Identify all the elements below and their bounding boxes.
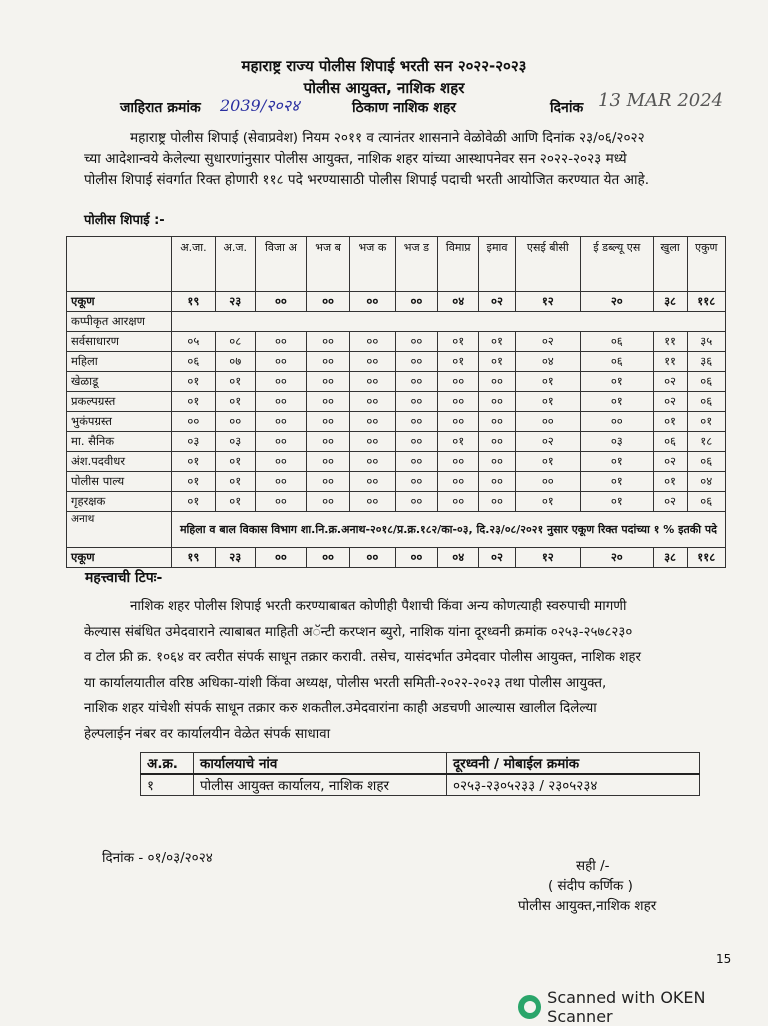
table-cell: ०५ bbox=[172, 332, 216, 352]
date-label: दिनांक bbox=[550, 100, 584, 116]
table-cell: ११८ bbox=[687, 548, 726, 568]
table-cell: ०० bbox=[479, 452, 515, 472]
helpline-header-row bbox=[141, 753, 700, 775]
table-cell: ०० bbox=[581, 412, 654, 432]
table-cell: ०१ bbox=[515, 492, 580, 512]
scanner-text: Scanned with OKEN Scanner bbox=[547, 988, 706, 1026]
table-cell: १२ bbox=[515, 292, 580, 312]
table-cell: १९ bbox=[172, 292, 216, 312]
table-cell: ०० bbox=[349, 432, 395, 452]
row-label: खेळाडू bbox=[67, 372, 172, 392]
signatory-name: ( संदीप कर्णिक ) bbox=[548, 878, 633, 894]
row-label: अंश.पदवीधर bbox=[67, 452, 172, 472]
row-label: महिला bbox=[67, 352, 172, 372]
table-cell: ०२ bbox=[653, 392, 687, 412]
table-cell: ०० bbox=[479, 392, 515, 412]
table-cell: ०० bbox=[215, 412, 255, 432]
table-cell: ०१ bbox=[479, 352, 515, 372]
table-cell: ०३ bbox=[581, 432, 654, 452]
table-cell: ०१ bbox=[215, 392, 255, 412]
table-cell: ०० bbox=[307, 412, 350, 432]
column-header: खुला bbox=[653, 237, 687, 292]
intro-line: महाराष्ट्र पोलीस शिपाई (सेवाप्रवेश) नियम २०११ व त्यानंतर शासनाने वेळोवेळी आणि दिनांक २३/०६/२०२२ bbox=[130, 130, 645, 146]
table-cell: ०० bbox=[479, 432, 515, 452]
helpline-header: कार्यालयाचे नांव bbox=[194, 753, 447, 775]
table-cell: ०१ bbox=[515, 392, 580, 412]
tips-line: व टोल फ्री क्र. १०६४ वर त्वरीत संपर्क साधून तक्रार करावी. तसेच, यासंदर्भात उमेदवार पोलीस आयुक्त, नाशिक शहर bbox=[84, 650, 642, 665]
table-cell: ०६ bbox=[687, 492, 726, 512]
table-cell: ०० bbox=[307, 332, 350, 352]
table-cell: ०१ bbox=[172, 392, 216, 412]
table-cell: ११ bbox=[653, 352, 687, 372]
table-cell: ०० bbox=[255, 332, 306, 352]
table-cell: २० bbox=[581, 292, 654, 312]
table-cell: ०० bbox=[438, 392, 479, 412]
table-cell: १८ bbox=[687, 432, 726, 452]
helpline-table bbox=[140, 752, 700, 796]
table-cell: ०१ bbox=[581, 392, 654, 412]
intro-line: च्या आदेशान्वये केलेल्या सुधारणांनुसार पोलीस आयुक्त, नाशिक शहर यांच्या आस्थापनेवर सन २०२२-२०२३ मध्ये bbox=[84, 151, 627, 167]
tips-heading: महत्त्वाची टिपः- bbox=[85, 570, 163, 586]
table-cell: ०६ bbox=[581, 332, 654, 352]
table-cell: ०० bbox=[395, 412, 437, 432]
table-cell: ०२ bbox=[653, 372, 687, 392]
table-cell: ०० bbox=[349, 392, 395, 412]
table-cell: ०१ bbox=[172, 452, 216, 472]
table-cell: २० bbox=[581, 548, 654, 568]
table-cell: ०० bbox=[307, 492, 350, 512]
table-cell: ०० bbox=[479, 492, 515, 512]
table-cell: ३८ bbox=[653, 292, 687, 312]
table-cell: ०६ bbox=[581, 352, 654, 372]
table-cell: ०० bbox=[255, 472, 306, 492]
table-cell: ०० bbox=[307, 372, 350, 392]
column-header: अ.जा. bbox=[172, 237, 216, 292]
table-cell: ०० bbox=[349, 372, 395, 392]
table-cell: ०१ bbox=[438, 432, 479, 452]
table-cell: ०३ bbox=[172, 432, 216, 452]
column-header: भज ड bbox=[395, 237, 437, 292]
table-cell: २३ bbox=[215, 292, 255, 312]
table-cell: २३ bbox=[215, 548, 255, 568]
row-label: सर्वसाधारण bbox=[67, 332, 172, 352]
table-cell: ०० bbox=[255, 412, 306, 432]
table-cell: ०० bbox=[255, 548, 306, 568]
table-cell: ०७ bbox=[215, 352, 255, 372]
table-cell: ०३ bbox=[215, 432, 255, 452]
table-cell: ०८ bbox=[215, 332, 255, 352]
column-header-blank bbox=[67, 237, 172, 292]
table-cell: ०६ bbox=[172, 352, 216, 372]
table-cell: ०० bbox=[395, 492, 437, 512]
table-cell: ०४ bbox=[515, 352, 580, 372]
table-cell: ०६ bbox=[687, 452, 726, 472]
tips-line: नाशिक शहर यांचेशी संपर्क साधून तक्रार करु शकतील.उमेदवारांना काही अडचणी आल्यास खालील दिलेल्या bbox=[84, 701, 597, 716]
table-cell: ०० bbox=[395, 332, 437, 352]
table-cell: ११८ bbox=[687, 292, 726, 312]
table-row bbox=[67, 392, 726, 412]
table-cell: ०० bbox=[438, 472, 479, 492]
row-label: एकूण bbox=[67, 548, 172, 568]
table-cell: ०१ bbox=[172, 492, 216, 512]
table-cell: ०० bbox=[307, 548, 350, 568]
table-cell: ०० bbox=[438, 372, 479, 392]
table-cell: ०० bbox=[395, 452, 437, 472]
table-cell: ०० bbox=[479, 412, 515, 432]
table-cell: ०१ bbox=[581, 472, 654, 492]
table-cell: ३५ bbox=[687, 332, 726, 352]
table-cell: ०० bbox=[307, 352, 350, 372]
header-title: महाराष्ट्र राज्य पोलीस शिपाई भरती सन २०२२-२०२३ bbox=[241, 57, 527, 75]
table-cell: ०० bbox=[349, 352, 395, 372]
table-cell: ०० bbox=[255, 352, 306, 372]
table-row bbox=[67, 332, 726, 352]
table-cell: १२ bbox=[515, 548, 580, 568]
table-cell: ०१ bbox=[479, 332, 515, 352]
table-cell: ०१ bbox=[215, 492, 255, 512]
tips-line: नाशिक शहर पोलीस शिपाई भरती करण्याबाबत कोणीही पैशाची किंवा अन्य कोणत्याही स्वरुपाची मागणी bbox=[130, 599, 627, 614]
table-cell: १९ bbox=[172, 548, 216, 568]
table-cell: ०० bbox=[395, 352, 437, 372]
column-header: एसई बीसी bbox=[515, 237, 580, 292]
column-header: ई डब्ल्यू एस bbox=[581, 237, 654, 292]
table-cell: ०० bbox=[255, 292, 306, 312]
table-cell: ०२ bbox=[653, 452, 687, 472]
total-row bbox=[67, 292, 726, 312]
table-cell: ०० bbox=[307, 392, 350, 412]
table-cell: ०१ bbox=[515, 452, 580, 472]
table-cell: ०० bbox=[395, 392, 437, 412]
date-stamp: 13 MAR 2024 bbox=[598, 90, 724, 111]
helpline-cell: १ bbox=[141, 774, 194, 796]
column-header: भज क bbox=[349, 237, 395, 292]
table-cell: ०२ bbox=[479, 292, 515, 312]
signature-mark: सही /- bbox=[576, 858, 610, 874]
helpline-header: दूरध्वनी / मोबाईल क्रमांक bbox=[447, 753, 700, 775]
signatory-designation: पोलीस आयुक्त,नाशिक शहर bbox=[518, 898, 657, 914]
table-cell: ०० bbox=[479, 472, 515, 492]
header-subtitle: पोलीस आयुक्त, नाशिक शहर bbox=[303, 79, 465, 97]
ad-label: जाहिरात क्रमांक bbox=[120, 100, 201, 116]
table-cell: ०० bbox=[307, 472, 350, 492]
tips-line: हेल्पलाईन नंबर वर कार्यालयीन वेळेत संपर्क साधावा bbox=[84, 726, 331, 742]
table-cell: ०४ bbox=[687, 472, 726, 492]
place-label: ठिकाण नाशिक शहर bbox=[352, 100, 456, 116]
column-header: विजा अ bbox=[255, 237, 306, 292]
tips-line: या कार्यालयातील वरिष्ठ अधिका-यांशी किंवा अध्यक्ष, पोलीस भरती समिती-२०२२-२०२३ तथा पोलीस आयुक्त, bbox=[84, 675, 607, 691]
table-cell: ०० bbox=[395, 292, 437, 312]
tips-line: केल्यास संबंधित उमेदवाराने त्याबाबत माहिती अॅन्टी करप्शन ब्युरो, नाशिक यांना दूरध्वनी क्रमांक ०२५३-२५७८२३० bbox=[84, 624, 633, 640]
table-cell: ०४ bbox=[438, 548, 479, 568]
table-cell: ०१ bbox=[172, 372, 216, 392]
table-cell: ०१ bbox=[215, 472, 255, 492]
table-cell-blank bbox=[172, 312, 726, 332]
reserve-rows bbox=[67, 332, 726, 512]
column-header: अ.ज. bbox=[215, 237, 255, 292]
table-cell: ०४ bbox=[438, 292, 479, 312]
row-label: पोलीस पाल्य bbox=[67, 472, 172, 492]
table-cell: ०१ bbox=[653, 412, 687, 432]
table-cell: ०० bbox=[438, 412, 479, 432]
table-cell: ३८ bbox=[653, 548, 687, 568]
table-cell: ०० bbox=[255, 452, 306, 472]
helpline-header: अ.क्र. bbox=[141, 753, 194, 775]
table-cell: ०१ bbox=[687, 412, 726, 432]
table-cell: ०१ bbox=[215, 372, 255, 392]
table-row bbox=[67, 492, 726, 512]
table-cell: ०० bbox=[307, 292, 350, 312]
table-cell: ०६ bbox=[687, 392, 726, 412]
table-cell: ०० bbox=[307, 432, 350, 452]
table-cell: ०० bbox=[395, 432, 437, 452]
scanner-logo-icon bbox=[518, 995, 541, 1019]
intro-line: पोलीस शिपाई संवर्गात रिक्त होणारी ११८ पदे भरण्यासाठी पोलीस शिपाई पदाची भरती आयोजित करण्यात येत आहे. bbox=[84, 172, 650, 188]
table-cell: ०० bbox=[438, 452, 479, 472]
table-cell: ०० bbox=[479, 372, 515, 392]
table-cell: ०२ bbox=[515, 432, 580, 452]
intro-paragraph bbox=[84, 128, 724, 191]
helpline-cell: पोलीस आयुक्त कार्यालय, नाशिक शहर bbox=[194, 774, 447, 796]
orphan-note: महिला व बाल विकास विभाग शा.नि.क्र.अनाथ-२०१८/प्र.क्र.१८२/का-०३, दि.२३/०८/२०२१ नुसार एकूण रिक्त पदांच्या १ % इतकी पदे bbox=[172, 512, 726, 548]
table-cell: ०० bbox=[307, 452, 350, 472]
orphan-row bbox=[67, 512, 726, 548]
column-header: विमाप्र bbox=[438, 237, 479, 292]
row-label: भुकंपग्रस्त bbox=[67, 412, 172, 432]
table-cell: ०१ bbox=[581, 452, 654, 472]
column-header: एकुण bbox=[687, 237, 726, 292]
footer-date: दिनांक - ०१/०३/२०२४ bbox=[102, 850, 213, 866]
table-row bbox=[67, 372, 726, 392]
tips-paragraph bbox=[84, 594, 732, 747]
table-cell: ०१ bbox=[653, 472, 687, 492]
table-cell: ०१ bbox=[515, 372, 580, 392]
table-cell: ०२ bbox=[479, 548, 515, 568]
table-cell: ०० bbox=[395, 372, 437, 392]
table-row bbox=[67, 432, 726, 452]
section-label: पोलीस शिपाई :- bbox=[84, 213, 165, 228]
ad-number: 2039/२०२४ bbox=[220, 96, 300, 115]
table-cell: ०० bbox=[395, 472, 437, 492]
row-label: अनाथ bbox=[67, 512, 172, 548]
table-cell: ०० bbox=[515, 472, 580, 492]
table-cell: ०१ bbox=[172, 472, 216, 492]
table-cell: ०६ bbox=[687, 372, 726, 392]
table-cell: ०१ bbox=[581, 372, 654, 392]
table-cell: ३६ bbox=[687, 352, 726, 372]
table-cell: ०२ bbox=[653, 492, 687, 512]
table-cell: ०० bbox=[255, 372, 306, 392]
reserve-heading: कप्पीकृत आरक्षण bbox=[67, 312, 172, 332]
row-label: मा. सैनिक bbox=[67, 432, 172, 452]
table-cell: ०० bbox=[255, 392, 306, 412]
table-cell: ०० bbox=[349, 548, 395, 568]
vacancy-table bbox=[66, 236, 726, 568]
table-cell: ०० bbox=[349, 412, 395, 432]
table-cell: ०० bbox=[349, 292, 395, 312]
page-number: 15 bbox=[716, 952, 732, 966]
column-header: भज ब bbox=[307, 237, 350, 292]
table-cell: ०० bbox=[349, 492, 395, 512]
table-cell: ०० bbox=[349, 472, 395, 492]
table-cell: ०१ bbox=[215, 452, 255, 472]
table-cell: ०० bbox=[255, 432, 306, 452]
table-cell: ०० bbox=[349, 332, 395, 352]
table-cell: ०० bbox=[515, 412, 580, 432]
row-label: प्रकल्पग्रस्त bbox=[67, 392, 172, 412]
table-cell: ०१ bbox=[438, 352, 479, 372]
reserve-heading-row bbox=[67, 312, 726, 332]
table-row bbox=[67, 472, 726, 492]
table-cell: ११ bbox=[653, 332, 687, 352]
row-label: एकूण bbox=[67, 292, 172, 312]
table-cell: ०० bbox=[255, 492, 306, 512]
table-cell: ०६ bbox=[653, 432, 687, 452]
table-cell: ०२ bbox=[515, 332, 580, 352]
table-row bbox=[67, 412, 726, 432]
final-total-row bbox=[67, 548, 726, 568]
scanner-watermark bbox=[518, 988, 768, 1026]
table-cell: ०० bbox=[172, 412, 216, 432]
table-row bbox=[67, 352, 726, 372]
table-cell: ०० bbox=[349, 452, 395, 472]
column-header: इमाव bbox=[479, 237, 515, 292]
table-cell: ०० bbox=[395, 548, 437, 568]
table-cell: ०० bbox=[438, 492, 479, 512]
table-cell: ०१ bbox=[438, 332, 479, 352]
table-row bbox=[67, 452, 726, 472]
table-header-row bbox=[67, 237, 726, 292]
table-cell: ०१ bbox=[581, 492, 654, 512]
helpline-cell: ०२५३-२३०५२३३ / २३०५२३४ bbox=[447, 774, 700, 796]
helpline-row bbox=[141, 774, 700, 796]
row-label: गृहरक्षक bbox=[67, 492, 172, 512]
